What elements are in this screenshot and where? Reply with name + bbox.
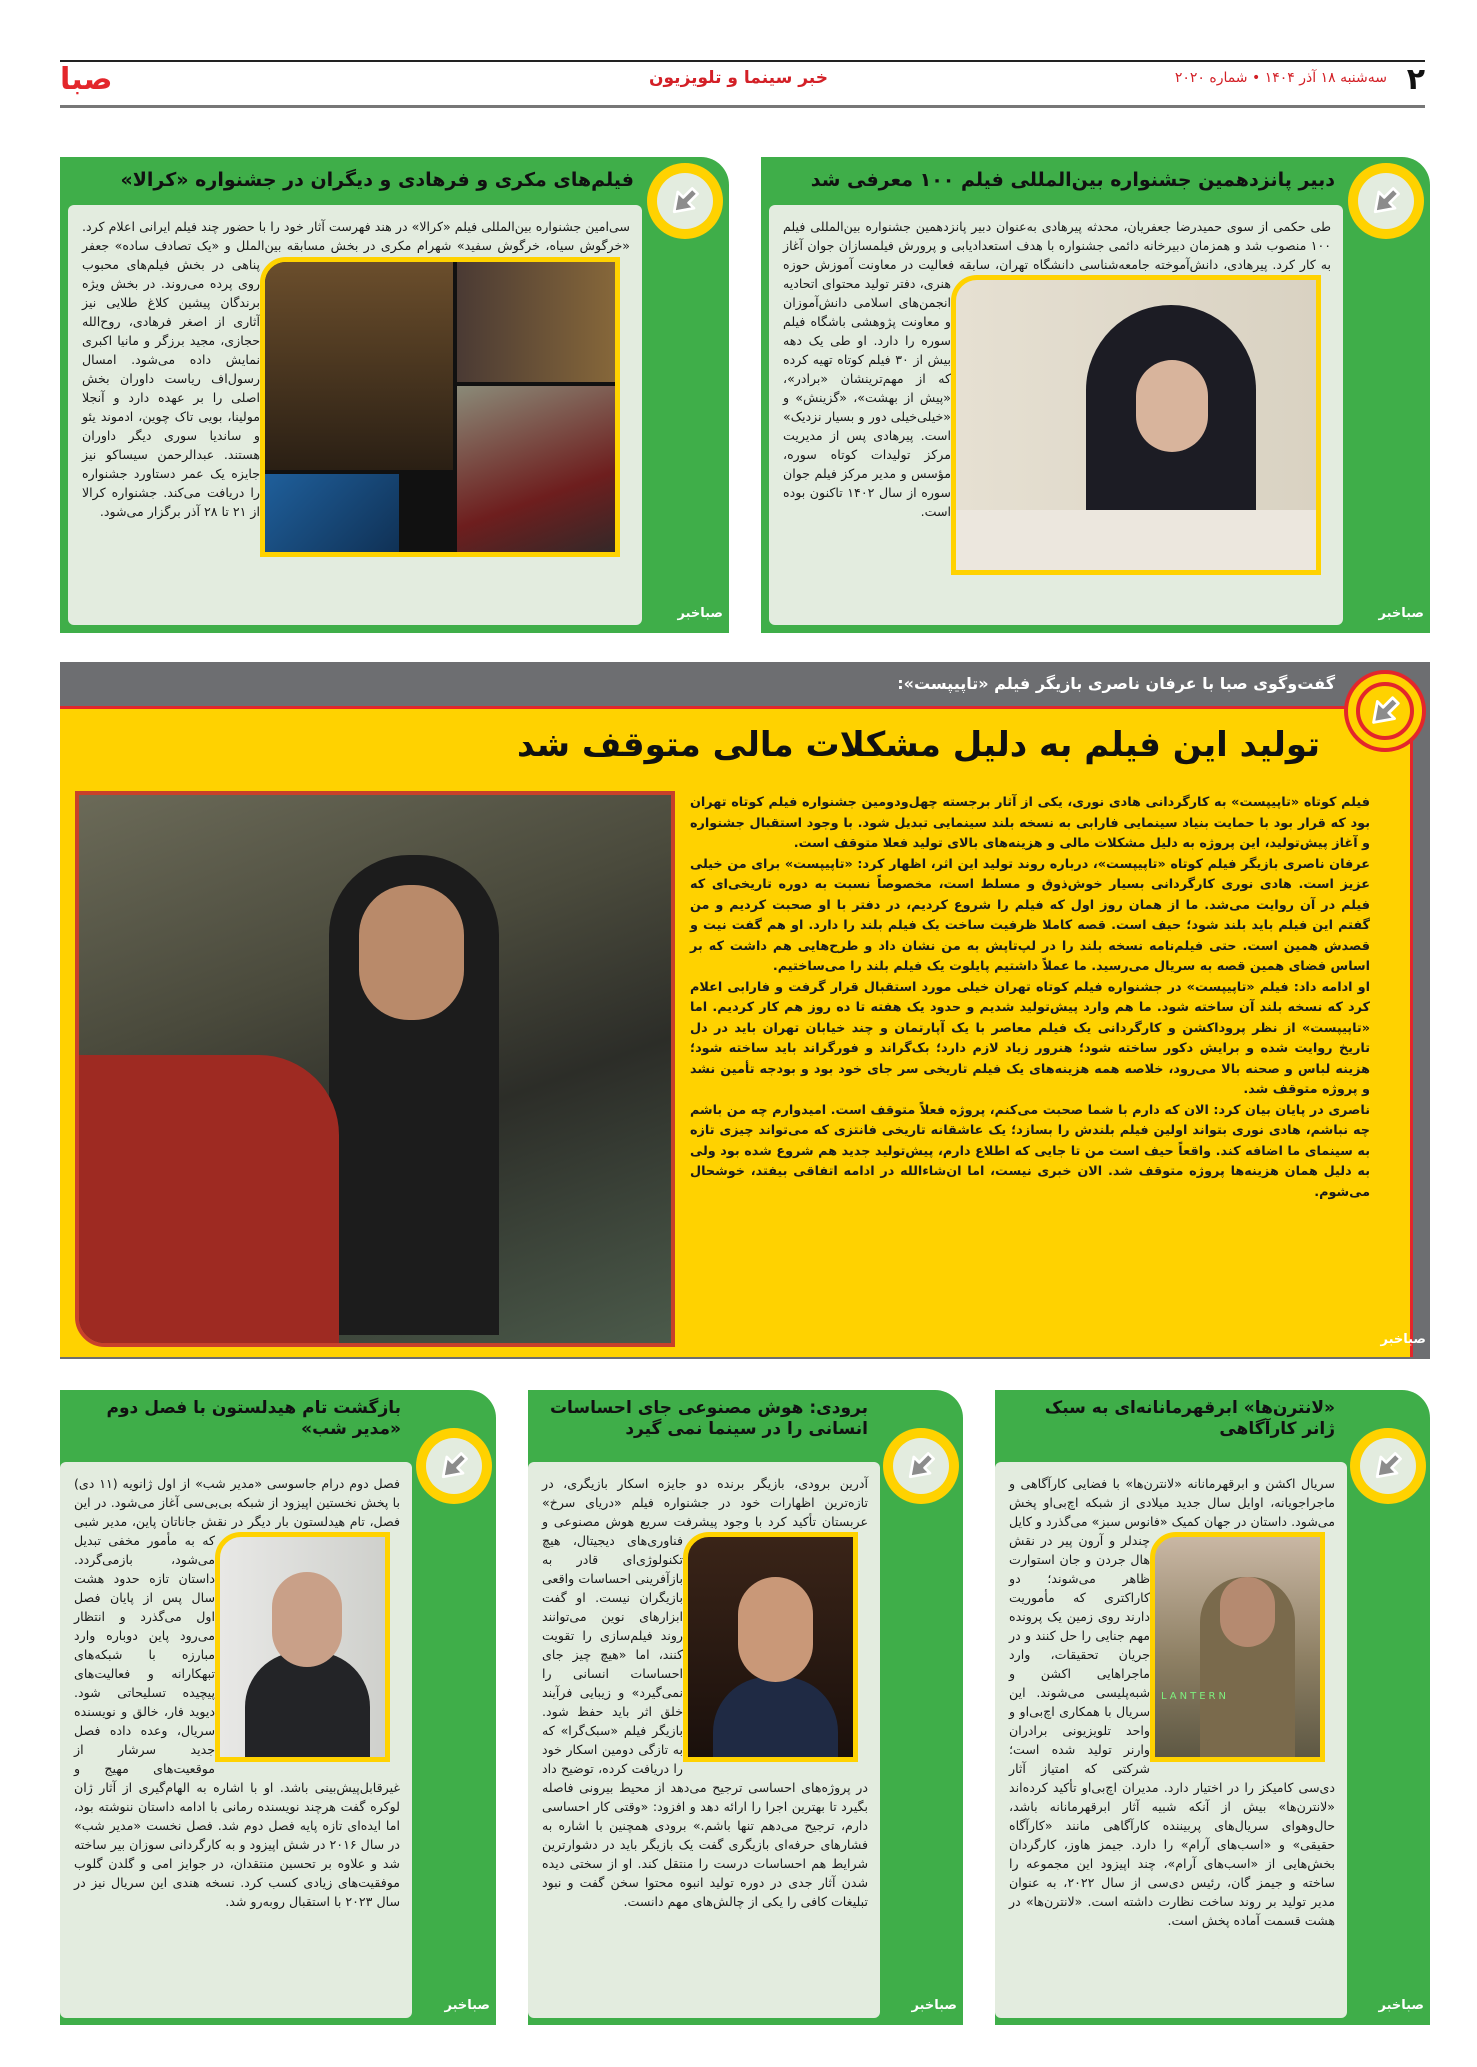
issue-date: سه‌شنبه ۱۸ آذر ۱۴۰۴ • شماره ۲۰۲۰ xyxy=(1174,70,1387,86)
page-number: ۲ xyxy=(1406,62,1425,97)
feature-interview xyxy=(60,662,1430,1359)
newspaper-logo: صبا xyxy=(60,62,113,97)
article-title: برودی: هوش مصنوعی جای احساسات انسانی را در سینما نمی گیرد xyxy=(549,1398,868,1440)
photo-adrien-brody xyxy=(683,1532,858,1762)
feature-paragraph: او ادامه داد: فیلم «تاپیپست» در جشنواره فیلم کوتاه تهران خیلی مورد استقبال قرار گرفت و فارابی اعلام کرد که نسخه بلند آن ساخته شود. ما هم وارد پیش‌تولید شدیم و حدود یک هفته تا ده روز هم کار کردیم. اما «تاپیپست» از نظر پروداکشن و کارگردانی یک فیلم معاصر با یک آپارتمان و چند خیابان تهران باید در دل تاریخ روایت شده و برایش دکور ساخته شود؛ هنرور زیاد لازم دارد؛ بک‌گراند و فورگراند باید ساخته شود؛ هزینه لباس و صحنه بالا می‌رود، خلاصه همه هزینه‌های یک فیلم تاریخی سر جای خود بود و بودجه تأمین نشد و پروژه متوقف شد. xyxy=(690,979,1370,1097)
article-body xyxy=(995,1462,1347,2018)
header-rule-bottom xyxy=(60,105,1425,108)
feature-kicker: گفت‌وگوی صبا با عرفان ناصری بازیگر فیلم «تاپیپست»: xyxy=(897,674,1335,693)
article-festival-100 xyxy=(761,157,1430,633)
photo-caption: LANTERN xyxy=(1161,1691,1229,1702)
article-title: دبیر پانزدهمین جشنواره بین‌المللی فیلم ۱۰۰ معرفی شد xyxy=(810,169,1335,191)
article-lanterns xyxy=(995,1390,1430,2025)
feature-paragraph: عرفان ناصری بازیگر فیلم کوتاه «تاپیپست»، درباره روند تولید این اثر، اظهار کرد: «تاپیپست» برای من خیلی عزیز است. هادی نوری کارگردانی بسیار خوش‌ذوق و مسلط است، مخصوصاً نسبت به دوره تاریخی‌ای که فیلم در آن روایت می‌شد. ما از همان روز اول که فیلم را شروع کردیم، در دفتر با او صحبت کردیم و من گفتم این فیلم باید بلند شود؛ حیف است. قصه کاملا ظرفیت ساخت یک فیلم بلند را دارد. او هم گفت نیت و قصدش همین است. حتی فیلم‌نامه نسخه بلند را در لپ‌تاپش به من نشان داد و طرح‌هایی هم داشت که بر اساس فضای همین قصه به سریال می‌رسید. ما عملاً داشتیم پایلوت یک فیلم بلند را می‌ساختیم. xyxy=(690,856,1370,974)
article-text: سریال اکشن و ابرقهرمانانه «لانترن‌ها» با فضایی کارآگاهی و ماجراجویانه، اوایل سال جدید میلادی از شبکه اچ‌بی‌او پخش می‌شود. داستان در جهان کمیک «فانوس سبز» می‌گذرد و کایل چندلر و آرون پیر در نقش هال جردن و جان استوارت ظاهر می‌شوند؛ دو کاراکتری که مأموریت دارند روی زمین یک پرونده مهم جنایی را حل کنند و در جریان تحقیقات، وارد ماجراهایی اکشن و شبه‌پلیسی می‌شوند. این سریال با همکاری اچ‌بی‌او و واحد تلویزیونی برادران وارنر تولید شده است؛ شرکتی که امتیاز آثار دی‌سی کامیکز را در اختیار دارد. مدیران اچ‌بی‌او تأکید کرده‌اند «لانترن‌ها» بیش از آنکه شبیه آثار ابرقهرمانانه باشد، حال‌وهوای سریال‌های پربیننده کارآگاهی مانند «کارآگاه حقیقی» و «اسب‌های آرام» را دارد. جیمز هاوز، کارگردان بخش‌هایی از «اسب‌های آرام»، چند اپیزود این مجموعه را ساخته و جیمز گان، رئیس دی‌سی از سال ۲۰۲۲، به عنوان مدیر تولید بر روند ساخت نظارت داشته است. «لانترن‌ها» در هشت قسمت آماده پخش است. xyxy=(1009,1476,1335,1928)
article-text: طی حکمی از سوی حمیدرضا جعفریان، محدثه پیرهادی به‌عنوان دبیر پانزدهمین جشنواره بین‌المللی فیلم ۱۰۰ منصوب شد و همزمان دبیرخانه دائمی جشنواره با هدف استعدادیابی و پرورش فیلمسازان جوان آغاز به کار کرد. پیرهادی، دانش‌آموخته جامعه‌شناسی دانشگاه تهران، سابقه فعالیت در معاونت آموزش حوزه هنری، دفتر تولید محتوای اتحادیه انجمن‌های اسلامی دانش‌آموزان و معاونت پژوهشی باشگاه فیلم سوره را دارد. او طی یک دهه بیش از ۳۰ فیلم کوتاه تهیه کرده که از مهم‌ترینشان «برادر»، «پیش از بهشت»، «گزینش» و «خیلی‌خیلی دور و بسیار نزدیک» است. پیرهادی پس از مدیریت مرکز تولیدات کوتاه سوره، مؤسس و مدیر مرکز فیلم جوان سوره از سال ۱۴۰۲ تاکنون بوده است. xyxy=(783,219,1331,519)
section-title: خبر سینما و تلویزیون xyxy=(649,68,828,88)
article-adrien-brody xyxy=(528,1390,963,2025)
source-label: صباخبر xyxy=(1380,1332,1426,1347)
photo-erfan-naseri-car xyxy=(75,791,675,1347)
photo-tom-hiddleston xyxy=(215,1532,390,1762)
article-kerala-festival xyxy=(60,157,729,633)
source-label: صباخبر xyxy=(444,1998,490,2013)
article-night-manager xyxy=(60,1390,496,2025)
feature-panel xyxy=(60,706,1413,1357)
article-text: فصل دوم درام جاسوسی «مدیر شب» از اول ژانویه (۱۱ دی) با پخش نخستین اپیزود از شبکه بی‌بی‌سی آغاز می‌شود. در این فصل، تام هیدلستون بار دیگر در نقش جاناتان پاین، مدیر شبی که به مأمور مخفی تبدیل می‌شود، بازمی‌گردد. داستان تازه حدود هشت سال پس از پایان فصل اول می‌گذرد و انتظار می‌رود پاین دوباره وارد مبارزه با شبکه‌های تبهکارانه و فعالیت‌های پیچیده تسلیحاتی شود. دیوید فار، خالق و نویسنده سریال، وعده داده فصل جدید سرشار از موقعیت‌های مهیج و غیرقابل‌پیش‌بینی باشد. او با اشاره به الهام‌گیری از آثار ژان لوکره گفت هرچند نویسنده رمانی با ادامه داستان ننوشته بود، اما ایده‌ای تازه پایه فصل دوم شد. فصل نخست «مدیر شب» در سال ۲۰۱۶ در شش اپیزود و به کارگردانی سوزان بیر ساخته شد و علاوه بر تحسین منتقدان، در جوایز امی و گلدن گلوب موفقیت‌های زیادی کسب کرد. نسخه هندی این سریال نیز در سال ۲۰۲۳ با استقبال روبه‌رو شد. xyxy=(74,1476,400,1909)
section-arrow-icon xyxy=(647,163,723,239)
section-arrow-icon xyxy=(416,1428,492,1504)
article-body xyxy=(528,1462,880,2018)
article-title: «لانترن‌ها» ابرقهرمانانه‌ای به سبک ژانر کارآگاهی xyxy=(1044,1398,1335,1440)
article-title: فیلم‌های مکری و فرهادی و دیگران در جشنواره «کرالا» xyxy=(120,169,634,191)
feature-body xyxy=(690,793,1370,1203)
article-body xyxy=(68,205,642,625)
article-text: آدرین برودی، بازیگر برنده دو جایزه اسکار بازیگری، در تازه‌ترین اظهارات خود در جشنواره فیلم «دریای سرخ» عربستان تأکید کرد با وجود پیشرفت سریع هوش مصنوعی و فناوری‌های دیجیتال، هیچ تکنولوژی‌ای قادر به بازآفرینی احساسات واقعی بازیگران نیست. او گفت ابزارهای نوین می‌توانند روند فیلم‌سازی را تقویت کنند، اما «هیچ چیز جای احساسات انسانی را نمی‌گیرد» و زیبایی فرآیند خلق اثر باید حفظ شود. بازیگر فیلم «سبک‌گرا» که به تازگی دومین اسکار خود را دریافت کرده، توضیح داد در پروژه‌های احساسی ترجیح می‌دهد از محیط بیرونی فاصله بگیرد تا بهترین اجرا را ارائه دهد و افزود: «وقتی کار احساسی دارم، ترجیح می‌دهم تنها باشم.» برودی همچنین با اشاره به فشارهای حرفه‌ای بازیگری گفت یک بازیگر باید در دشوارترین شرایط هم احساسات درست را منتقل کند. او از سختی دیده شدن آثار جدی در دوره تولید انبوه محتوا سخن گفت و نبود تبلیغات کافی را یکی از چالش‌های مهم دانست. xyxy=(542,1476,868,1909)
article-body xyxy=(769,205,1343,625)
feature-paragraph: ناصری در پایان بیان کرد: الان که دارم با شما صحبت می‌کنم، پروژه فعلاً متوقف است. امیدوارم چه من باشم چه نباشم، هادی نوری بتواند اولین فیلم بلندش را بسازد؛ یک عاشقانه تاریخی فانتزی که می‌تواند چیزی تازه به سینمای ما اضافه کند. واقعاً حیف است من تا جایی که اطلاع دارم، پیش‌تولید جدید هم شروع شده بود ولی به دلیل همان هزینه‌ها پروژه متوقف شد. الان خبری نیست، اما ان‌شاءالله در ادامه اتفاقی بیفتد، خوشحال می‌شوم. xyxy=(690,1102,1370,1200)
section-arrow-icon xyxy=(1344,670,1426,752)
section-arrow-icon xyxy=(883,1428,959,1504)
photo-mohadeseh-pirhadi xyxy=(951,275,1321,575)
photo-collage-iranian-films xyxy=(260,257,620,557)
article-text: سی‌امین جشنواره بین‌المللی فیلم «کرالا» در هند فهرست آثار خود را با حضور چند فیلم ایرانی اعلام کرد. «خرگوش سیاه، خرگوش سفید» شهرام مکری در بخش مسابقه بین‌الملل و «یک تصادف ساده» جعفر پناهی در بخش فیلم‌های محبوب روی پرده می‌روند. در بخش ویژه برندگان پیشین کلاغ طلایی نیز آثاری از اصغر فرهادی، روح‌الله حجازی، مجید برزگر و مانیا اکبری نمایش داده می‌شود. امسال رسول‌اف ریاست داوران بخش اصلی را بر عهده دارد و آنجلا مولینا، بویی تاک چوین، ادموند یئو و ساندیا سوری دیگر داوران هستند. عبدالرحمن سیساکو نیز جایزه یک عمر دستاورد جشنواره را دریافت می‌کند. جشنواره کرالا از ۲۱ تا ۲۸ آذر برگزار می‌شود. xyxy=(82,219,630,519)
feature-paragraph: فیلم کوتاه «تاپیپست» به کارگردانی هادی نوری، یکی از آثار برجسته چهل‌ودومین جشنواره فیلم کوتاه تهران بود که قرار بود با حمایت بنیاد سینمایی فارابی به نسخه بلند سینمایی تبدیل شود. با وجود استقبال جشنواره و آغاز پیش‌تولید، این پروژه به دلیل مشکلات مالی و هزینه‌های بالای تولید فعلا متوقف است. xyxy=(690,795,1370,851)
article-body xyxy=(60,1462,412,2018)
source-label: صباخبر xyxy=(1378,606,1424,621)
source-label: صباخبر xyxy=(677,606,723,621)
source-label: صباخبر xyxy=(1378,1998,1424,2013)
photo-lanterns-actor xyxy=(1150,1532,1325,1762)
section-arrow-icon xyxy=(1348,163,1424,239)
feature-headline: تولید این فیلم به دلیل مشکلات مالی متوقف شد xyxy=(516,725,1320,765)
source-label: صباخبر xyxy=(911,1998,957,2013)
article-title: بازگشت تام هیدلستون با فصل دوم «مدیر شب» xyxy=(106,1398,401,1440)
section-arrow-icon xyxy=(1350,1428,1426,1504)
header-rule-top xyxy=(60,60,1425,62)
